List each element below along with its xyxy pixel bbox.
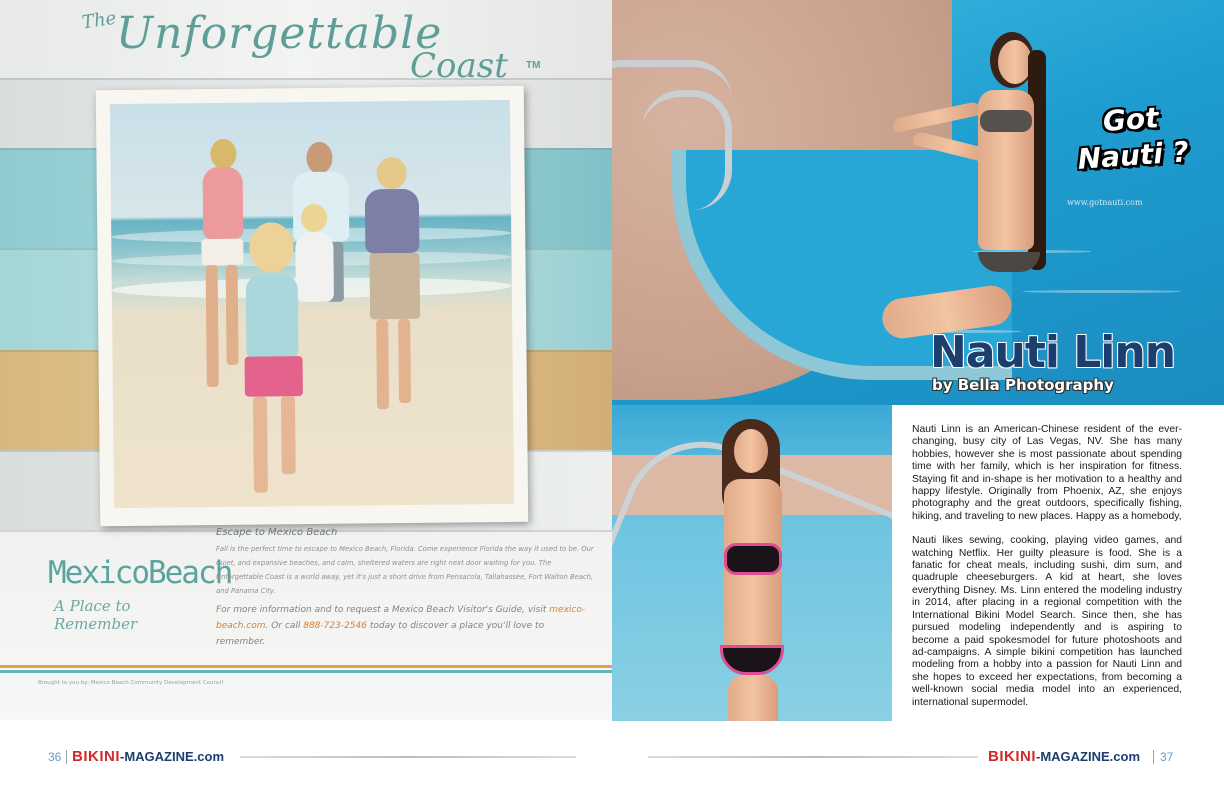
coast-title-unforgettable: Unforgettable <box>116 8 443 59</box>
figure-head <box>376 157 406 189</box>
photographer-credit: by Bella Photography <box>932 376 1114 394</box>
figure-torso <box>203 167 244 239</box>
coast-title-coast: Coast <box>410 46 508 86</box>
coast-title-the: The <box>80 7 118 34</box>
family-beach-photo-frame <box>96 86 529 526</box>
figure-leg <box>376 319 389 409</box>
mexico-beach-ad <box>0 0 612 720</box>
footer-rule-right <box>648 756 978 758</box>
page-number-separator <box>1153 750 1154 764</box>
figure-leg <box>281 396 296 474</box>
figure-head <box>306 142 332 174</box>
model-face <box>998 40 1032 84</box>
ad-teal-stripe <box>0 670 612 673</box>
ad-cta-prefix: For more information and to request a Mexico Beach Visitor's Guide, visit <box>216 605 547 615</box>
unforgettable-coast-logo <box>70 0 590 90</box>
page-number-left: 36 <box>48 750 62 764</box>
brand-rest: -MAGAZINE.com <box>120 749 224 764</box>
figure-head <box>210 139 236 169</box>
got-nauti-line2: Nauti ? <box>1076 135 1190 176</box>
model-bikini-bottom <box>978 252 1040 272</box>
page-number-separator <box>66 750 67 764</box>
brand-rest: -MAGAZINE.com <box>1036 749 1140 764</box>
brand-bold: BIKINI <box>72 748 120 765</box>
figure-torso <box>246 274 299 359</box>
figure-shorts <box>369 253 420 320</box>
figure-leg <box>398 319 411 403</box>
pool-photo-main <box>612 0 1224 405</box>
model-bikini-top <box>980 110 1032 132</box>
ad-phone-number[interactable]: 888-723-2546 <box>303 621 367 631</box>
mexico-beach-logo-name: MexicoBeach <box>48 555 232 591</box>
ad-website-link[interactable]: mexico-beach.com <box>216 605 586 631</box>
model-bikini-top <box>724 543 782 575</box>
article-paragraph: Nauti Linn is an American-Chinese resident of the ever-changing, busy city of Las Vegas, NV. She has many hobbies, however she is most passionate about spending time with her family, which is her inspiration for fitness. Staying fit and in-shape is her motivation to a healthy and happy lifestyle. Originally from Phoenix, AZ, she enjoys photography and the great outdoors, specifically fishing, hiking, and traveling to new places. Happy as a homebody, <box>912 424 1182 522</box>
feature-page <box>612 0 1224 792</box>
model-face <box>734 429 768 473</box>
feature-title-block <box>930 327 1220 394</box>
figure-head <box>249 222 294 272</box>
coast-title-trademark: TM <box>526 60 541 71</box>
ad-copy <box>216 527 596 650</box>
figure-torso <box>295 232 334 302</box>
figure-leg <box>226 265 239 365</box>
page-number-right: 37 <box>1160 750 1174 764</box>
figure-leg <box>206 265 219 387</box>
footer-rule-left <box>240 756 576 758</box>
ad-cta-middle: . Or call <box>265 621 301 631</box>
website-url[interactable]: www.gotnauti.com <box>1067 198 1143 207</box>
model-legs <box>728 675 778 721</box>
figure-shorts <box>245 356 303 397</box>
brand-bold: BIKINI <box>988 748 1036 765</box>
brand-wordmark-right <box>988 748 1140 766</box>
magazine-footer <box>0 742 1224 772</box>
got-nauti-logo <box>1060 97 1205 179</box>
ad-cta-suffix: today to discover a place you'll love to remember. <box>216 621 545 647</box>
article-paragraph: Nauti likes sewing, cooking, playing video games, and watching Netflix. Her guilty pleasure is food. She is a fanatic for cheat meals, including sushi, dim sum, and quadruple cheeseburgers. A kid at heart, she loves everything Disney. Ms. Linn entered the modeling industry in 2014, after placing in a regional competition with the International Bikini Model Search. Since then, she has pursued modeling independently and is aspiring to become a paid spokesmodel for future photoshoots and ad-campaigns. A simple bikini competition has launched modeling from a hobby into a passion for Nauti Linn and she hopes to exceed her expectations, from becoming a well-known social media model into an experienced, international supermodel. <box>912 535 1182 708</box>
ad-orange-stripe <box>0 665 612 668</box>
mexico-beach-logo <box>48 555 232 633</box>
mexico-beach-logo-tagline: A Place to Remember <box>54 597 138 633</box>
pool-photo-secondary <box>612 405 892 721</box>
family-beach-photo <box>110 100 514 508</box>
figure-head <box>301 204 327 232</box>
figure-shorts <box>201 239 243 265</box>
got-nauti-line1: Got <box>1101 101 1160 138</box>
pool-handrail <box>642 90 732 210</box>
feature-article <box>912 424 1182 709</box>
ad-sponsor-credit: Brought to you by: Mexico Beach Community Development Council <box>38 680 224 686</box>
brand-wordmark-left <box>72 748 224 766</box>
ad-body: Fall is the perfect time to escape to Mexico Beach, Florida. Come experience Florida the way it used to be. Our quiet, and expansive beaches, and calm, sheltered waters are right next door waiting for you. The Unforgettable Coast is a world away, yet it's just a short drive from Pensacola, Tallahassee, Fort Walton Beach, and Panama City. <box>216 545 594 595</box>
ad-heading: Escape to Mexico Beach <box>216 527 338 538</box>
ad-call-to-action <box>216 602 596 650</box>
water-ripple <box>1022 290 1182 293</box>
feature-title: Nauti Linn <box>930 327 1176 378</box>
figure-torso <box>365 189 420 254</box>
figure-leg <box>253 396 268 492</box>
